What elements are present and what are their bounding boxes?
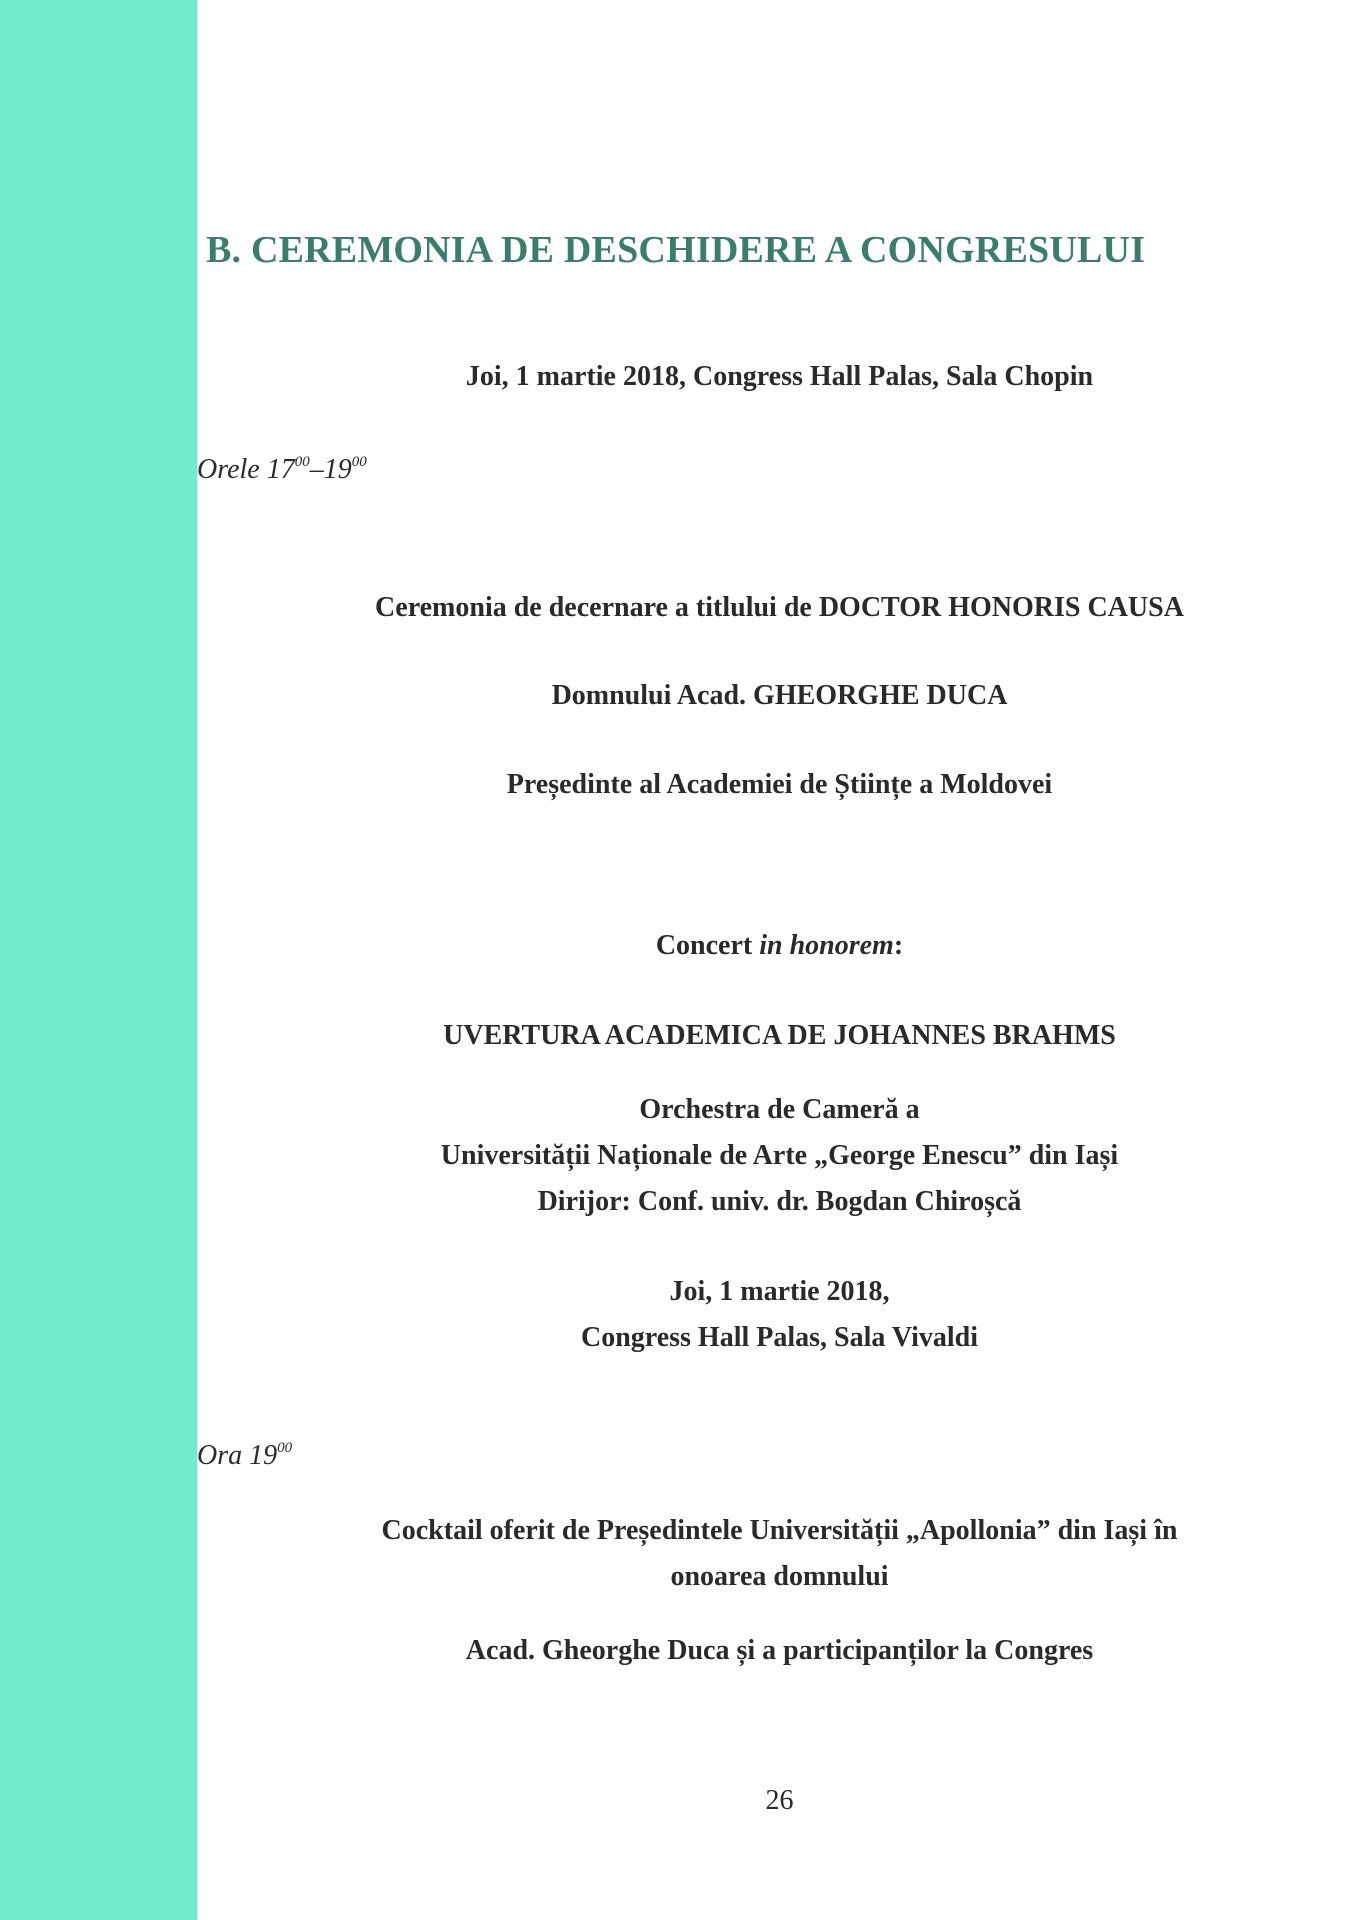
opening-time-label	[197, 454, 367, 486]
orchestra-line-1: Orchestra de Cameră a	[639, 1094, 920, 1125]
concert-date: Joi, 1 martie 2018,	[669, 1276, 890, 1307]
conductor-line: Dirijor: Conf. univ. dr. Bogdan Chiroșcă	[537, 1186, 1022, 1217]
orchestra-line-2: Universității Naționale de Arte „George Enescu” din Iași	[440, 1140, 1119, 1171]
concert-label-italic: in honorem	[759, 930, 894, 961]
ceremony-honoree-role: Președinte al Academiei de Științe a Moldovei	[506, 769, 1053, 800]
opening-time-end-sup: 00	[351, 454, 367, 470]
opening-date-place: Joi, 1 martie 2018, Congress Hall Palas, Sala Chopin	[465, 361, 1094, 392]
opening-time-start-sup: 00	[294, 454, 310, 470]
concert-label	[197, 923, 1362, 969]
ceremony-honoree: Domnului Acad. GHEORGHE DUCA	[551, 680, 1008, 711]
cocktail-line-1: Cocktail oferit de Președintele Universității „Apollonia” din Iași în	[381, 1515, 1178, 1546]
concert-label-text: Concert	[655, 930, 760, 961]
side-color-band	[0, 0, 197, 1920]
concert-place: Congress Hall Palas, Sala Vivaldi	[581, 1322, 978, 1353]
opening-time-end: –19	[309, 454, 352, 485]
concert-label-suffix: :	[893, 930, 904, 961]
cocktail-time-sup: 00	[277, 1440, 293, 1456]
page-number: 26	[765, 1785, 794, 1816]
section-title: B. CEREMONIA DE DESCHIDERE A CONGRESULUI	[206, 229, 1146, 271]
opening-time-start: Orele 17	[197, 454, 295, 485]
ceremony-title: Ceremonia de decernare a titlului de DOCTOR HONORIS CAUSA	[375, 592, 1184, 623]
cocktail-line-2: onoarea domnului	[670, 1561, 889, 1592]
cocktail-line-3: Acad. Gheorghe Duca și a participanților la Congres	[465, 1635, 1094, 1666]
cocktail-time: Ora 19	[197, 1440, 278, 1471]
cocktail-time-label	[197, 1440, 292, 1472]
concert-title: UVERTURA ACADEMICA DE JOHANNES BRAHMS	[443, 1020, 1116, 1051]
